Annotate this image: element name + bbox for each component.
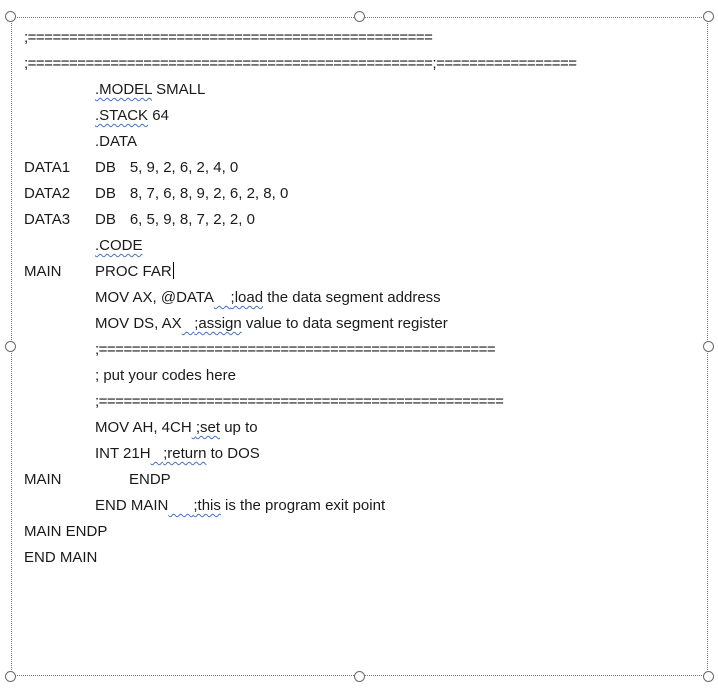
text-cursor <box>173 262 174 279</box>
instruction-text: MOV AH, 4CH <box>95 419 192 436</box>
comment-word: ;set <box>195 419 221 436</box>
comment-word: ;load <box>230 289 264 306</box>
directive-arg: SMALL <box>156 81 206 98</box>
trailer-endp: MAIN ENDP <box>24 523 108 540</box>
resize-handle-top-left[interactable] <box>5 11 16 22</box>
instruction-text: INT 21H <box>95 445 151 462</box>
comment-word: ;assign <box>194 315 242 332</box>
directive-keyword: .STACK <box>95 107 149 124</box>
comment-word: ;this <box>193 497 221 514</box>
data-values: 8, 7, 6, 8, 9, 2, 6, 2, 8, 0 <box>129 185 289 202</box>
data-values: 5, 9, 2, 6, 2, 4, 0 <box>129 159 239 176</box>
comment-rest: the data segment address <box>263 289 441 306</box>
directive-data: .DATA <box>95 133 137 150</box>
proc-text: PROC FAR <box>95 263 172 280</box>
instruction <box>95 441 260 467</box>
instruction-text: MOV AX, @DATA <box>95 289 214 306</box>
data-definition <box>95 207 255 233</box>
resize-handle-bottom-right[interactable] <box>703 671 714 682</box>
comment-rest: is the program exit point <box>220 497 386 514</box>
endp-label: MAIN <box>24 471 62 488</box>
instruction <box>95 493 385 519</box>
instruction-text: MOV DS, AX <box>95 315 182 332</box>
data-op: DB <box>95 185 116 202</box>
data-label: DATA2 <box>24 185 71 202</box>
instruction-text: END MAIN <box>95 497 169 514</box>
comment-start <box>192 419 220 436</box>
comment-start <box>182 315 242 332</box>
proc-declaration[interactable] <box>95 259 174 285</box>
data-op: DB <box>95 211 116 228</box>
instruction <box>95 311 448 337</box>
separator-comment: ;================================================= <box>95 393 504 410</box>
data-label: DATA3 <box>24 211 71 228</box>
resize-handle-top-middle[interactable] <box>354 11 365 22</box>
resize-handle-top-right[interactable] <box>703 11 714 22</box>
separator-comment: ;================================================ <box>95 341 496 358</box>
directive-keyword: .MODEL <box>95 81 152 98</box>
proc-label: MAIN <box>24 263 62 280</box>
separator-comment: ;================================================= <box>24 29 433 46</box>
resize-handle-middle-left[interactable] <box>5 341 16 352</box>
data-values: 6, 5, 9, 8, 7, 2, 2, 0 <box>129 211 255 228</box>
directive-arg: 64 <box>152 107 169 124</box>
directive-stack <box>95 103 169 129</box>
resize-handle-bottom-left[interactable] <box>5 671 16 682</box>
resize-handle-middle-right[interactable] <box>703 341 714 352</box>
directive-code: .CODE <box>95 237 143 254</box>
comment-start <box>214 289 263 306</box>
placeholder-comment: ; put your codes here <box>95 367 236 384</box>
comment-rest: value to data segment register <box>241 315 448 332</box>
data-definition <box>95 155 238 181</box>
comment-start <box>151 445 207 462</box>
data-label: DATA1 <box>24 159 71 176</box>
data-definition <box>95 181 288 207</box>
separator-comment: ;=================================================;================= <box>24 55 577 72</box>
instruction <box>95 415 258 441</box>
instruction <box>95 285 441 311</box>
comment-word: ;return <box>163 445 207 462</box>
trailer-end: END MAIN <box>24 549 98 566</box>
comment-start <box>168 497 221 514</box>
comment-rest: to DOS <box>206 445 260 462</box>
data-op: DB <box>95 159 116 176</box>
directive-model <box>95 77 205 103</box>
resize-handle-bottom-middle[interactable] <box>354 671 365 682</box>
comment-rest: up to <box>220 419 258 436</box>
endp-keyword: ENDP <box>129 471 171 488</box>
